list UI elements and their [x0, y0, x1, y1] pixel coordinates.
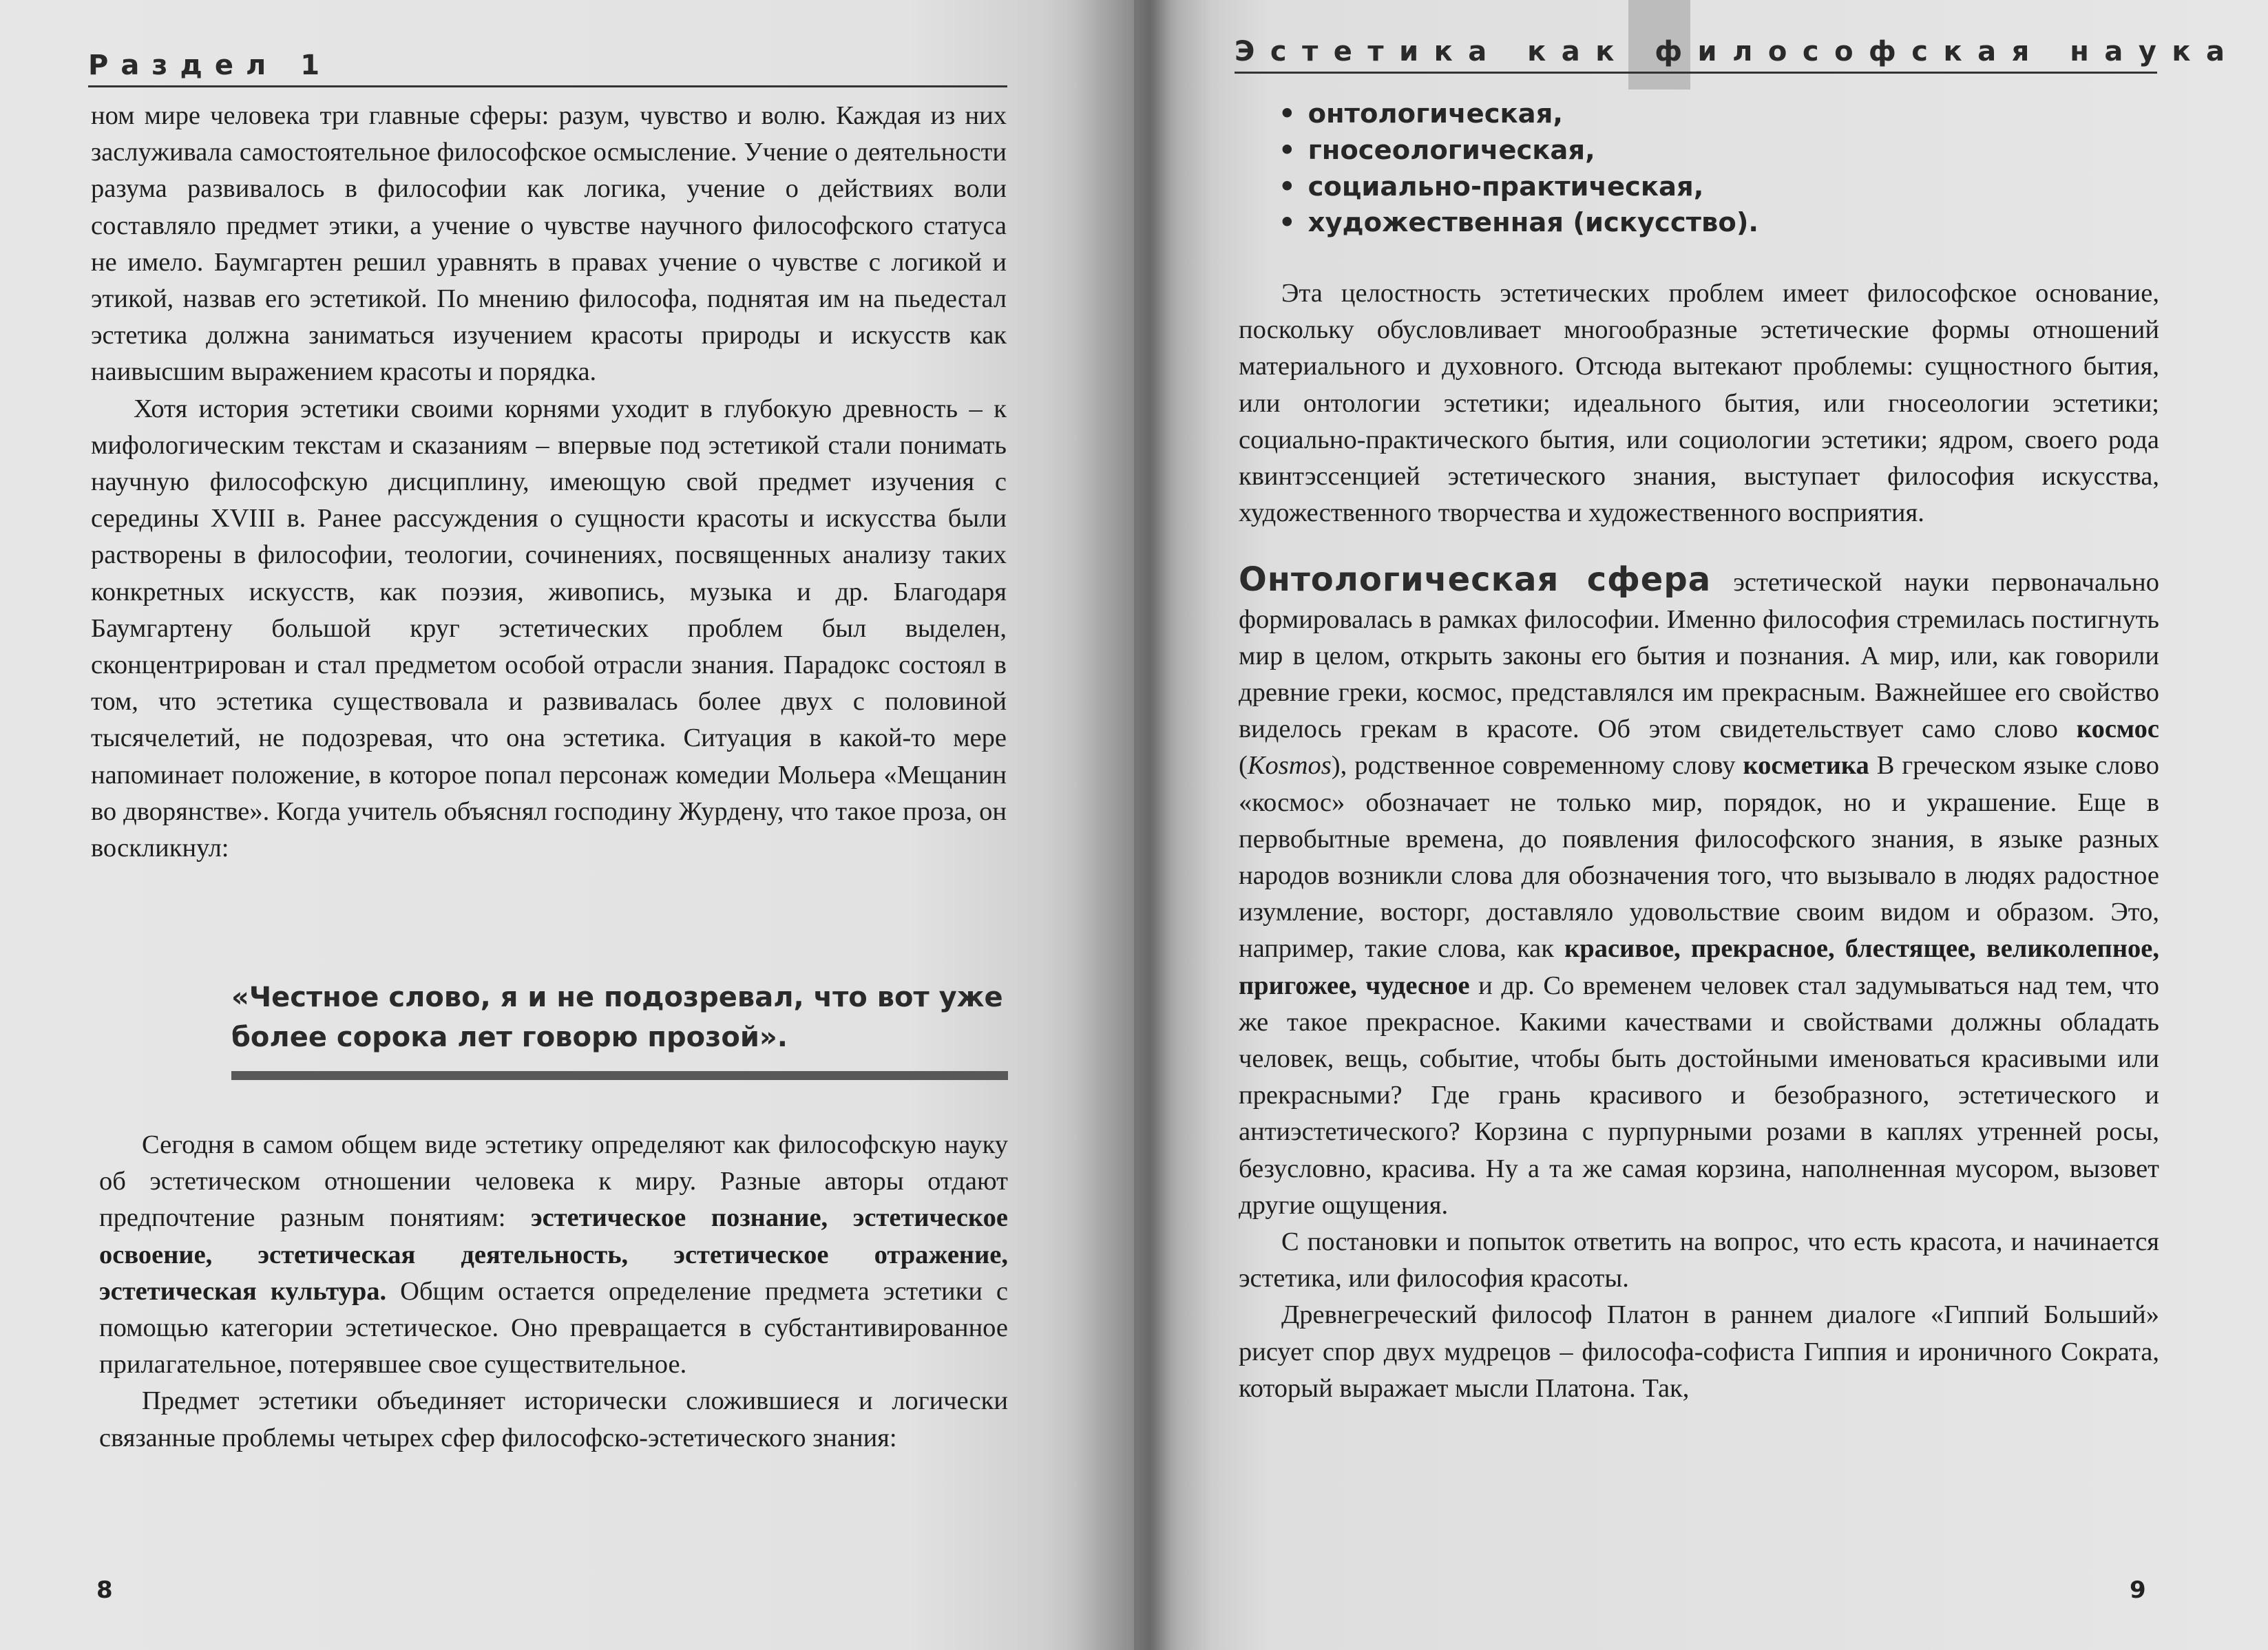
list-item: • художественная (искусство).	[1279, 205, 1758, 242]
bold-term: космос	[2076, 715, 2159, 744]
sphere-list	[1279, 96, 1758, 242]
head-rule-left	[88, 85, 1007, 87]
paragraph: ном мире человека три главные сферы: разум, чувство и волю. Каждая из них заслуживала самостоятельное философское осмысление. Учение о деятельности разума развивалось в философии как логика, учение о действиях воли составляло предмет этики, а учение о чувстве научного философского статуса не имело. Баумгартен решил уравнять в правах учение о чувстве с логикой и этикой, назвав его эстетикой. По мнению философа, поднятая им на пьедестал эстетика должна заниматься изучением красоты природы и искусств как наивысшим выражением красоты и порядка.	[91, 101, 1007, 387]
text-run: В греческом языке слово «космос» обозначает не только мир, порядок, но и украшение. Еще в первобытные времена, до появления философского знания, в языке разных народов возникли слова для обозначения того, что вызывало в людях радостное изумление, восторг, доставляло удовольствие своим видом и образом. Это, например, такие слова, как	[1239, 751, 2160, 964]
paragraph	[1239, 562, 2159, 1224]
section-title: Онтологическая сфера	[1239, 560, 1712, 600]
text-run: эстетической науки первоначально формировалась в рамках философии. Именно философия стремилась постигнуть мир в целом, открыть законы его бытия и познания. А мир, или, как говорили древние греки, космос, представлялся им прекрасным. Важнейшее его свойство виделось грекам в красоте. Об этом свидетельствует само слово	[1239, 568, 2160, 744]
paragraph: Древнегреческий философ Платон в раннем диалоге «Гиппий Больший» рисует спор двух мудрецов – философа-софиста Гиппия и ироничного Сократа, который выражает мысли Платона. Так,	[1239, 1300, 2159, 1403]
list-item: • гносеологическая,	[1279, 133, 1758, 169]
italic-term: Kosmos	[1247, 751, 1332, 781]
page-number-right: 9	[2130, 1576, 2146, 1604]
left-text-bottom	[99, 1127, 1008, 1457]
head-rule-right	[1235, 72, 2157, 74]
text-run: Общим остается определение предмета эстетики с помощью категории эстетическое. Оно превращается в субстантивированное прилагательное, потерявшее свое существительное.	[99, 1276, 1008, 1379]
text-run: и др. Со временем человек стал задумываться над тем, что же такое прекрасное. Какими качествами и свойствами должны обладать человек, вещь, событие, чтобы быть достойными именоваться красивыми или прекрасными? Где грань красивого и безобразного, эстетического и антиэстетического? Корзина с пурпурными розами в каплях утренней росы, безусловно, красива. Ну а та же самая корзина, наполненная мусором, вызовет другие ощущения.	[1239, 971, 2159, 1220]
text-run: ), родственное современному слову	[1331, 751, 1743, 781]
list-item: • онтологическая,	[1279, 96, 1758, 133]
paragraph: Предмет эстетики объединяет исторически сложившиеся и логически связанные проблемы четырех сфер философско-эстетического знания:	[99, 1386, 1008, 1452]
left-text-top	[91, 98, 1007, 867]
right-text	[1239, 275, 2159, 1407]
bold-term: косметика	[1743, 751, 1869, 781]
bold-terms: красивое, прекрасное, блестящее, великолепное, пригожее, чудесное	[1239, 934, 2159, 1000]
paragraph: Хотя история эстетики своими корнями уходит в глубокую древность – к мифологическим текстам и сказаниям – впервые под эстетикой стали понимать научную философскую дисциплину, имеющую свой предмет изучения с середины XVIII в. Ранее рассуждения о сущности красоты и искусства были растворены в философии, теологии, сочинениях, посвященных анализу таких конкретных искусств, как поэзия, живопись, музыка и др. Благодаря Баумгартену большой круг эстетических проблем был выделен, сконцентрирован и стал предметом особой отрасли знания. Парадокс состоял в том, что эстетика существовала и развивалась более двух с половиной тысячелетий, не подозревая, что она эстетика. Ситуация в какой-то мере напоминает положение, в которое попал персонаж комедии Мольера «Мещанин во дворянстве». Когда учитель объяснял господину Журдену, что такое проза, он воскликнул:	[91, 394, 1007, 863]
bold-terms: эстетическое познание, эстетическое освоение, эстетическая деятельность, эстетическое отражение, эстетическая культура.	[99, 1203, 1008, 1306]
text-run: (	[1239, 751, 1248, 781]
running-head-left: Раздел 1	[88, 50, 333, 81]
page-number-left: 8	[96, 1576, 113, 1604]
pull-quote: «Честное слово, я и не подозревал, что вот уже более сорока лет говорю прозой».	[231, 982, 1003, 1053]
quote-rule	[231, 1071, 1008, 1080]
paragraph	[99, 1127, 1008, 1383]
paragraph: Эта целостность эстетических проблем имеет философское основание, поскольку обусловливает многообразные эстетические формы отношений материального и духовного. Отсюда вытекают проблемы: сущностного бытия, или онтологии эстетики; идеального бытия, или гносеологии эстетики; социально-практического бытия, или социологии эстетики; ядром, своего рода квинтэссенцией эстетического знания, выступает философия искусства, художественного творчества и художественного восприятия.	[1239, 279, 2159, 528]
text-run: Сегодня в самом общем виде эстетику определяют как философскую науку об эстетическом отношении человека к миру. Разные авторы отдают предпочтение разным понятиям:	[99, 1130, 1008, 1233]
running-head-right: Эстетика как философская наука	[1235, 36, 2240, 67]
right-page	[1134, 0, 2268, 1650]
paragraph: С постановки и попыток ответить на вопрос, что есть красота, и начинается эстетика, или философия красоты.	[1239, 1227, 2159, 1293]
list-item: • социально-практическая,	[1279, 169, 1758, 206]
